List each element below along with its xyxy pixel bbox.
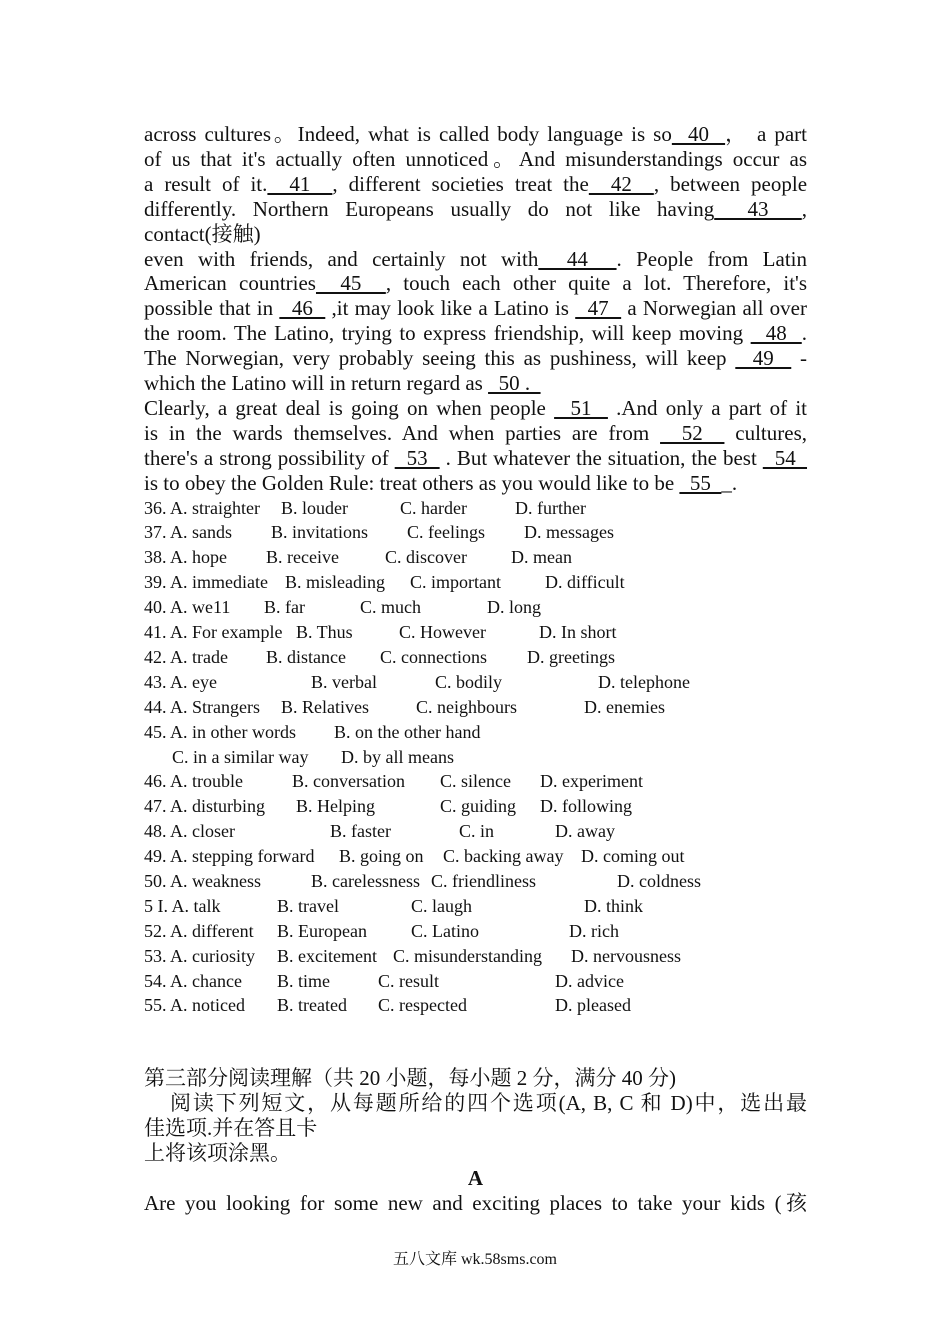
option-choice: B. treated [277, 995, 347, 1016]
option-row [144, 695, 807, 720]
option-a: 37. A. sands [144, 522, 233, 543]
blank-number: 51 [554, 395, 608, 420]
option-a: 44. A. Strangers [144, 696, 260, 717]
passage-text: , between people [653, 171, 808, 196]
passage-line [144, 296, 807, 321]
blank-number: 50 . [488, 371, 541, 396]
option-a: 54. A. chance [144, 970, 242, 991]
option-choice: D. following [540, 796, 632, 817]
option-choice: D. telephone [598, 671, 690, 692]
option-row [144, 545, 807, 570]
option-choice: D. messages [524, 522, 614, 543]
passage-text: The Norwegian, very probably seeing this as pushiness, will keep [144, 346, 736, 371]
blank-number: 44 [538, 246, 617, 271]
option-choice: B. conversation [292, 771, 405, 792]
footer-watermark: 五八文库 wk.58sms.com [392, 1251, 557, 1268]
option-choice: B. verbal [311, 671, 377, 692]
option-choice: D. think [584, 895, 644, 916]
blank-number: 43 [714, 196, 802, 221]
passage-line [144, 421, 807, 446]
passage-line [144, 321, 807, 346]
option-choice: C. backing away [443, 846, 564, 867]
option-choice: B. European [277, 920, 367, 941]
passage-text: there's a strong possibility of [144, 445, 395, 470]
option-choice: B. faster [330, 821, 391, 842]
option-row [144, 794, 807, 819]
blank-number: 48 [750, 321, 802, 346]
passage-text: contact(接触) [144, 221, 261, 246]
blank-number: 52 [660, 420, 725, 445]
passage-line [144, 471, 807, 496]
passage-line [144, 197, 807, 222]
option-choice: C. respected [378, 995, 467, 1016]
passage-text: , [801, 196, 808, 221]
passage-text: is in the wards themselves. And when parties are from [144, 420, 661, 445]
option-choice: C. result [378, 970, 439, 991]
passage-text: . [801, 321, 807, 346]
passage-text: - [791, 346, 807, 371]
option-a: 55. A. noticed [144, 995, 245, 1016]
option-choice: B. receive [266, 547, 339, 568]
option-a: 41. A. For example [144, 622, 283, 643]
option-a: 42. A. trade [144, 646, 228, 667]
instruction-line-1: 阅读下列短文，从每题所给的四个选项(A, B, C 和 D)中，选出最 [170, 1091, 807, 1116]
blank-number: 55 [679, 470, 722, 495]
option-choice: C. bodily [435, 671, 503, 692]
option-a: 39. A. immediate [144, 572, 268, 593]
option-choice: B. Relatives [281, 696, 369, 717]
option-row [144, 944, 807, 969]
passage-text: , different societies treat the [332, 171, 589, 196]
option-choice: B. Thus [296, 622, 353, 643]
option-choice: D. long [487, 597, 541, 618]
option-choice: D. difficult [545, 572, 625, 593]
option-choice: B. Helping [296, 796, 375, 817]
option-choice: D. advice [555, 970, 624, 991]
passage-text: ， a part [725, 122, 807, 146]
option-choice: B. distance [266, 646, 346, 667]
option-choice: C. connections [380, 646, 487, 667]
reading-section [144, 1066, 807, 1215]
option-choice: C. Latino [411, 920, 479, 941]
passage-line [144, 122, 807, 147]
option-a: 45. A. in other words [144, 721, 296, 742]
passage-line [144, 396, 807, 421]
passage-line [144, 172, 807, 197]
passage-text: differently. Northern Europeans usually do not like having [144, 196, 715, 221]
option-a: 46. A. trouble [144, 771, 243, 792]
blank-number: 41 [267, 171, 333, 196]
option-choice: D. greetings [527, 646, 615, 667]
option-row [144, 894, 807, 919]
passage-text: _. [721, 470, 738, 495]
instruction-line-2: 佳选项.并在答且卡 [144, 1116, 318, 1141]
blank-number: 54 [762, 445, 808, 470]
option-choice: B. travel [277, 895, 339, 916]
passage-text: across cultures。Indeed, what is called body language is so [144, 122, 672, 146]
option-choice: D. coming out [581, 846, 685, 867]
option-choice: D. coldness [617, 870, 701, 891]
option-row [144, 844, 807, 869]
option-choice: D. In short [539, 622, 617, 643]
option-a: 5 I. A. talk [144, 895, 221, 916]
option-choice: C. in [459, 821, 495, 842]
option-choice: C. important [410, 572, 501, 593]
option-a: 49. A. stepping forward [144, 846, 315, 867]
option-a: 40. A. we11 [144, 597, 231, 618]
passage-label: A [467, 1165, 484, 1190]
option-choice: C. feelings [407, 522, 485, 543]
section-heading: 第三部分阅读理解（共 20 小题，每小题 2 分，满分 40 分) [144, 1066, 676, 1091]
passage-line [144, 247, 807, 272]
blank-number: 42 [588, 171, 654, 196]
option-row [144, 670, 807, 695]
answer-options [144, 496, 807, 1019]
option-choice: B. louder [281, 497, 348, 518]
option-choice: C. much [360, 597, 421, 618]
option-choice: C. discover [385, 547, 467, 568]
option-row [144, 645, 807, 670]
option-choice: D. by all means [341, 746, 454, 767]
option-choice: C. in a similar way [172, 746, 309, 767]
passage-text: ,it may look like a Latino is [325, 296, 576, 321]
passage-text: cultures, [724, 420, 808, 445]
option-choice: C. guiding [440, 796, 517, 817]
option-choice: B. excitement [277, 945, 377, 966]
option-choice: D. experiment [540, 771, 643, 792]
option-choice: B. far [264, 597, 305, 618]
passage-text: , touch each other quite a lot. Therefore, it's [385, 271, 808, 296]
passage-text: .And only a part of it [607, 395, 807, 420]
passage-text: of us that it's actually often unnoticed。And misunderstandings occur as [144, 146, 807, 171]
option-choice: D. rich [569, 920, 619, 941]
option-row [144, 595, 807, 620]
option-a: 43. A. eye [144, 671, 217, 692]
passage-text: a result of it. [144, 171, 268, 196]
instruction-line-3: 上将该项涂黑。 [144, 1141, 291, 1166]
option-choice: B. going on [339, 846, 424, 867]
passage-line [144, 147, 807, 172]
blank-number: 53 [394, 445, 440, 470]
passage-text: Clearly, a great deal is going on when people [144, 395, 555, 420]
blank-number: 40 [671, 122, 726, 146]
passage-text: possible that in [144, 296, 280, 321]
passage-line [144, 222, 807, 247]
option-row [144, 919, 807, 944]
option-a: 52. A. different [144, 920, 254, 941]
blank-number: 47 [575, 296, 622, 321]
option-row [144, 570, 807, 595]
option-choice: B. time [277, 970, 330, 991]
option-row [144, 720, 807, 745]
passage-text: . But whatever the situation, the best [439, 445, 763, 470]
option-choice: D. further [515, 497, 586, 518]
option-choice: B. misleading [285, 572, 385, 593]
option-choice: B. on the other hand [334, 721, 481, 742]
passage-line [144, 371, 807, 396]
option-choice: C. harder [400, 497, 467, 518]
option-row [144, 745, 807, 770]
passage-line [144, 446, 807, 471]
option-choice: C. neighbours [416, 696, 517, 717]
option-a: 36. A. straighter [144, 497, 260, 518]
option-choice: C. However [399, 622, 486, 643]
blank-number: 46 [279, 296, 326, 321]
passage-text: . People from Latin [616, 246, 808, 271]
passage-text: even with friends, and certainly not with [144, 246, 539, 271]
option-row [144, 769, 807, 794]
passage-text: the room. The Latino, trying to express friendship, will keep moving [144, 321, 751, 346]
option-row [144, 869, 807, 894]
option-choice: B. carelessness [311, 870, 420, 891]
option-choice: C. silence [440, 771, 511, 792]
passage-first-line: Are you looking for some new and exciting places to take your kids (孩 [144, 1190, 807, 1215]
option-a: 38. A. hope [144, 547, 227, 568]
blank-number: 49 [735, 346, 792, 371]
option-choice: D. away [555, 821, 615, 842]
passage-text: which the Latino will in return regard as [144, 371, 489, 396]
option-choice: D. pleased [555, 995, 631, 1016]
option-choice: C. laugh [411, 895, 472, 916]
passage-text: is to obey the Golden Rule: treat others as you would like to be [144, 470, 680, 495]
option-row [144, 496, 807, 521]
option-a: 53. A. curiosity [144, 945, 255, 966]
option-row [144, 969, 807, 994]
passage-line [144, 271, 807, 296]
option-a: 48. A. closer [144, 821, 235, 842]
option-choice: B. invitations [271, 522, 369, 543]
blank-number: 45 [315, 271, 386, 296]
option-choice: D. nervousness [571, 945, 681, 966]
option-row [144, 819, 807, 844]
cloze-passage [144, 122, 807, 496]
option-choice: C. friendliness [431, 870, 536, 891]
option-row [144, 993, 807, 1018]
option-choice: C. misunderstanding [393, 945, 542, 966]
option-row [144, 620, 807, 645]
option-a: 47. A. disturbing [144, 796, 266, 817]
passage-text: American countries [144, 271, 316, 296]
option-row [144, 520, 807, 545]
passage-text: a Norwegian all over [621, 296, 807, 321]
passage-line [144, 346, 807, 371]
option-choice: D. enemies [584, 696, 665, 717]
option-a: 50. A. weakness [144, 870, 261, 891]
document-page [144, 122, 807, 1216]
option-choice: D. mean [511, 547, 572, 568]
